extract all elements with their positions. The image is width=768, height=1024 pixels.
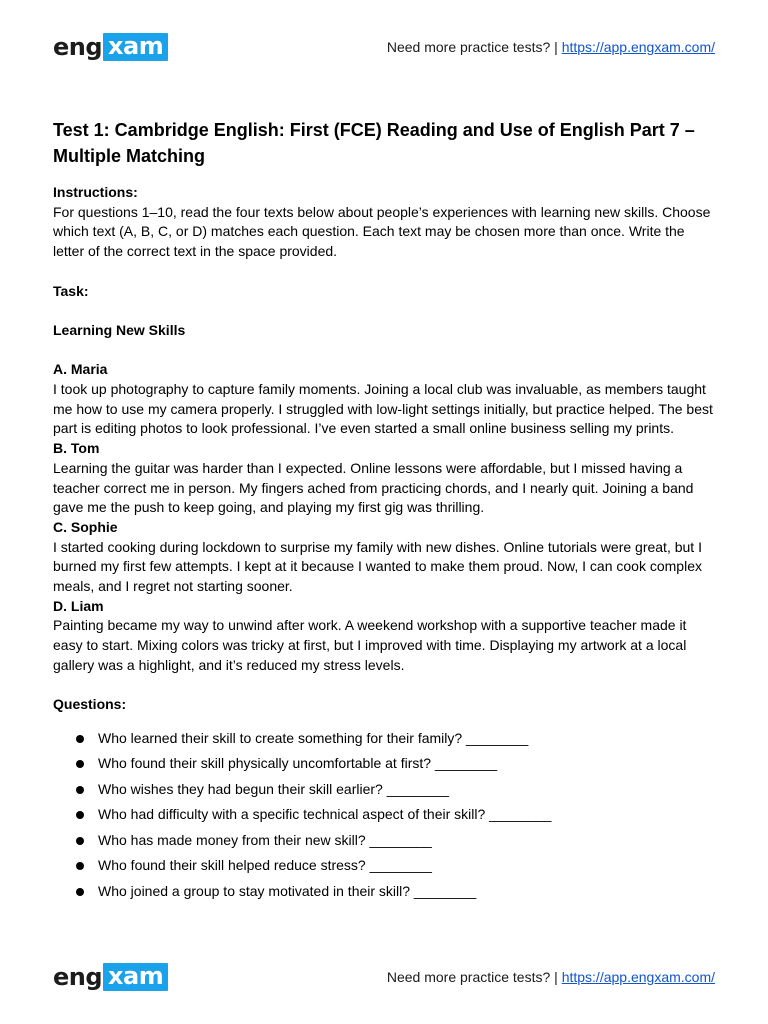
section-title: Learning New Skills <box>53 321 186 338</box>
promo-label: Need more practice tests? | <box>386 39 562 55</box>
text-c <box>53 518 718 597</box>
text-label: A. Maria <box>53 361 108 378</box>
logo-eng-text: eng <box>53 33 103 61</box>
question-item <box>53 729 718 755</box>
bullet-icon <box>76 735 84 743</box>
bullet-icon <box>76 811 84 819</box>
text-label: D. Liam <box>53 597 104 614</box>
logo-eng-text: eng <box>53 963 103 991</box>
question-item <box>53 805 718 831</box>
promo-label: Need more practice tests? | <box>386 969 562 985</box>
question-item <box>53 831 718 857</box>
bullet-icon <box>76 837 84 845</box>
bullet-icon <box>76 760 84 768</box>
practice-tests-link[interactable]: https://app.engxam.com/ <box>561 969 715 985</box>
question-item <box>53 882 718 908</box>
question-text: Who learned their skill to create something for their family? ________ <box>98 729 529 746</box>
text-body: Learning the guitar was harder than I expected. Online lessons were affordable, but I missed having a teacher correct me in person. My fingers ached from practicing chords, and I nearly quit. Joining a band gave me the push to keep going, and playing my first gig was thrilling. <box>53 459 694 516</box>
engxam-logo[interactable] <box>53 33 168 61</box>
document-content <box>53 117 718 907</box>
text-d <box>53 597 718 676</box>
page-title: Test 1: Cambridge English: First (FCE) Reading and Use of English Part 7 – Multiple Matching <box>53 120 695 166</box>
text-body: Painting became my way to unwind after work. A weekend workshop with a supportive teacher made it easy to start. Mixing colors was tricky at first, but I improved with time. Displaying my artwork at a local gallery was a highlight, and it’s reduced my stress levels. <box>53 617 687 673</box>
question-text: Who had difficulty with a specific technical aspect of their skill? ________ <box>98 806 552 823</box>
text-body: I took up photography to capture family moments. Joining a local club was invaluable, as members taught me how to use my camera properly. I struggled with low-light settings initially, but practice helped. The best part is editing photos to look professional. I’ve even started a small online business selling my prints. <box>53 380 713 437</box>
text-b <box>53 439 718 518</box>
practice-tests-link[interactable]: https://app.engxam.com/ <box>561 39 715 55</box>
promo-text <box>387 969 715 985</box>
text-a <box>53 360 718 439</box>
question-text: Who found their skill physically uncomfortable at first? ________ <box>98 755 498 772</box>
question-text: Who joined a group to stay motivated in their skill? ________ <box>98 882 477 899</box>
page-footer <box>53 962 715 992</box>
page-header <box>53 32 715 62</box>
question-text: Who wishes they had begun their skill earlier? ________ <box>98 780 449 797</box>
task-label: Task: <box>53 282 89 299</box>
questions-label: Questions: <box>53 696 127 713</box>
question-text: Who has made money from their new skill? ________ <box>98 831 432 848</box>
text-body: I started cooking during lockdown to surprise my family with new dishes. Online tutorials were great, but I burned my first few attempts. I kept at it because I wanted to make them proud. Now, I can cook complex meals, and I regret not starting sooner. <box>53 538 702 595</box>
logo-xam-text: xam <box>103 963 168 991</box>
question-item <box>53 754 718 780</box>
question-item <box>53 856 718 882</box>
promo-text <box>387 39 715 55</box>
text-label: B. Tom <box>53 440 100 457</box>
bullet-icon <box>76 888 84 896</box>
questions-list <box>53 729 718 908</box>
question-text: Who found their skill helped reduce stress? ________ <box>98 857 432 874</box>
bullet-icon <box>76 862 84 870</box>
question-item <box>53 780 718 806</box>
bullet-icon <box>76 786 84 794</box>
logo-xam-text: xam <box>103 33 168 61</box>
engxam-logo[interactable] <box>53 963 168 991</box>
text-label: C. Sophie <box>53 518 118 535</box>
instructions-text: For questions 1–10, read the four texts below about people’s experiences with learning new skills. Choose which text (A, B, C, or D) matches each question. Each text may be chosen more than once. Write the letter of the correct text in the space provided. <box>53 203 711 260</box>
instructions-label: Instructions: <box>53 184 138 200</box>
